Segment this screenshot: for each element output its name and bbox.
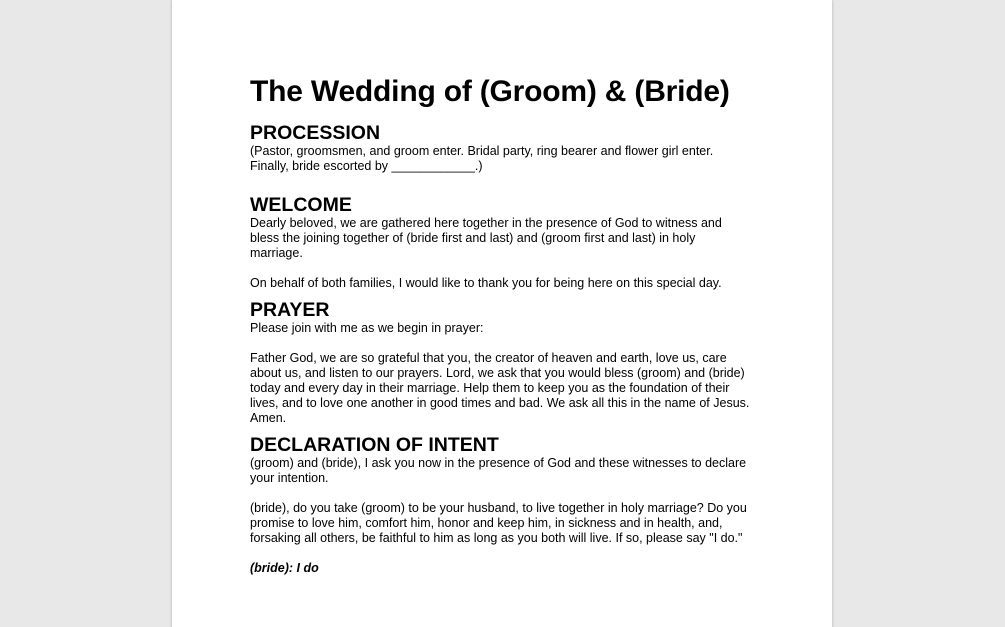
document-title: The Wedding of (Groom) & (Bride) xyxy=(250,75,730,108)
declaration-text-1: (groom) and (bride), I ask you now in the presence of God and these witnesses to declare your intention. xyxy=(250,456,747,485)
procession-text: (Pastor, groomsmen, and groom enter. Bridal party, ring bearer and flower girl enter. Finally, bride escorted by ____________.) xyxy=(250,144,714,173)
prayer-text-2: Father God, we are so grateful that you, the creator of heaven and earth, love us, care about us, and listen to our prayers. Lord, we ask that you would bless (groom) and (bride) today and every day in their marriage. Help them to keep you as the foundation of their lives, and to love one another in good times and bad. We ask all this in the name of Jesus. Amen. xyxy=(250,351,750,425)
welcome-heading: WELCOME xyxy=(250,194,352,216)
document-page xyxy=(172,0,832,627)
procession-heading: PROCESSION xyxy=(250,122,381,144)
declaration-heading: DECLARATION OF INTENT xyxy=(250,434,499,456)
prayer-text-1: Please join with me as we begin in prayer: xyxy=(250,321,484,335)
prayer-heading: PRAYER xyxy=(250,299,330,321)
declaration-text-2: (bride), do you take (groom) to be your husband, to live together in holy marriage? Do you promise to love him, comfort him, honor and keep him, in sickness and in health, and, forsaking all others, be faithful to him as long as you both will live. If so, please say "I do." xyxy=(250,501,747,545)
bride-response: (bride): I do xyxy=(250,561,319,575)
welcome-text-2: On behalf of both families, I would like to thank you for being here on this special day. xyxy=(250,276,722,290)
welcome-text-1: Dearly beloved, we are gathered here together in the presence of God to witness and bless the joining together of (bride first and last) and (groom first and last) in holy marriage. xyxy=(250,216,722,260)
page-content xyxy=(250,74,750,576)
